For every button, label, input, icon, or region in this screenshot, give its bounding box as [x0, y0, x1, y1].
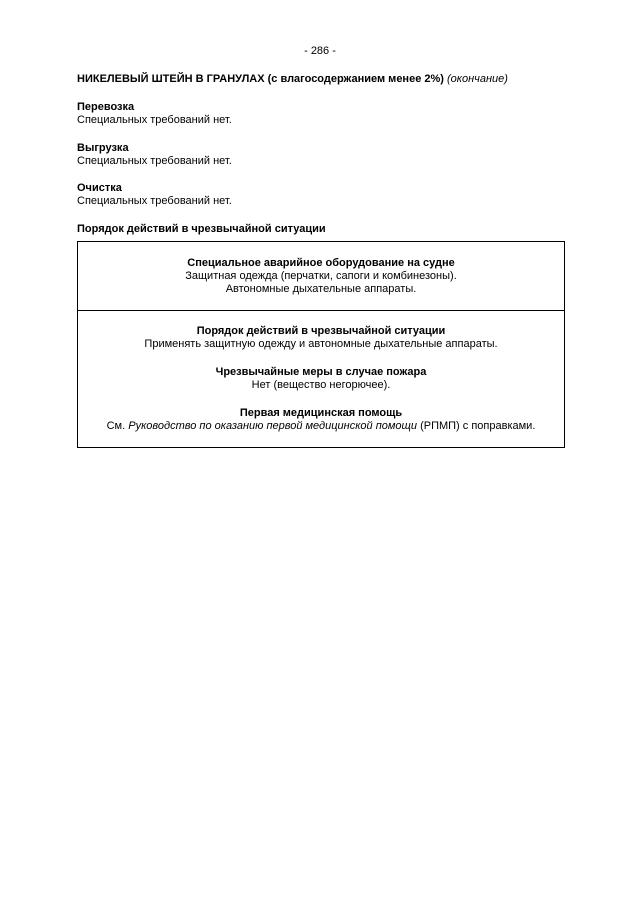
section-transport	[77, 101, 567, 127]
emergency-measures-box	[77, 310, 565, 448]
fire-block	[78, 366, 564, 392]
document-title-suffix: (окончание)	[447, 73, 508, 85]
emergency-equipment-block	[78, 257, 564, 296]
first-aid-suffix: (РПМП) с поправками.	[420, 420, 536, 432]
emergency-equipment-line2: Автономные дыхательные аппараты.	[225, 283, 417, 295]
first-aid-heading: Первая медицинская помощь	[239, 407, 403, 419]
first-aid-prefix: См.	[106, 420, 126, 432]
emergency-equipment-heading: Специальное аварийное оборудование на судне	[187, 257, 455, 269]
first-aid-guide-title: Руководство по оказанию первой медицинской помощи	[128, 420, 418, 432]
first-aid-block	[78, 407, 564, 433]
section-text: Специальных требований нет.	[77, 155, 232, 167]
section-heading: Перевозка	[77, 101, 135, 113]
procedures-heading: Порядок действий в чрезвычайной ситуации	[196, 325, 446, 337]
section-text: Специальных требований нет.	[77, 114, 232, 126]
document-title-main: НИКЕЛЕВЫЙ ШТЕЙН В ГРАНУЛАХ (с влагосодержанием менее 2%)	[77, 73, 444, 85]
fire-text: Нет (вещество негорючее).	[251, 379, 391, 391]
procedures-text: Применять защитную одежду и автономные дыхательные аппараты.	[144, 338, 498, 350]
section-text: Специальных требований нет.	[77, 195, 232, 207]
procedures-block	[78, 325, 564, 351]
emergency-equipment-line1: Защитная одежда (перчатки, сапоги и комбинезоны).	[185, 270, 457, 282]
first-aid-text	[78, 420, 564, 433]
page-number: - 286 -	[304, 45, 336, 57]
section-cleaning	[77, 182, 567, 208]
section-heading: Выгрузка	[77, 142, 129, 154]
document-title	[77, 73, 567, 86]
section-unloading	[77, 142, 567, 168]
section-heading: Очистка	[77, 182, 122, 194]
emergency-equipment-box	[77, 241, 565, 311]
emergency-procedures-heading: Порядок действий в чрезвычайной ситуации	[77, 223, 326, 235]
fire-heading: Чрезвычайные меры в случае пожара	[215, 366, 427, 378]
